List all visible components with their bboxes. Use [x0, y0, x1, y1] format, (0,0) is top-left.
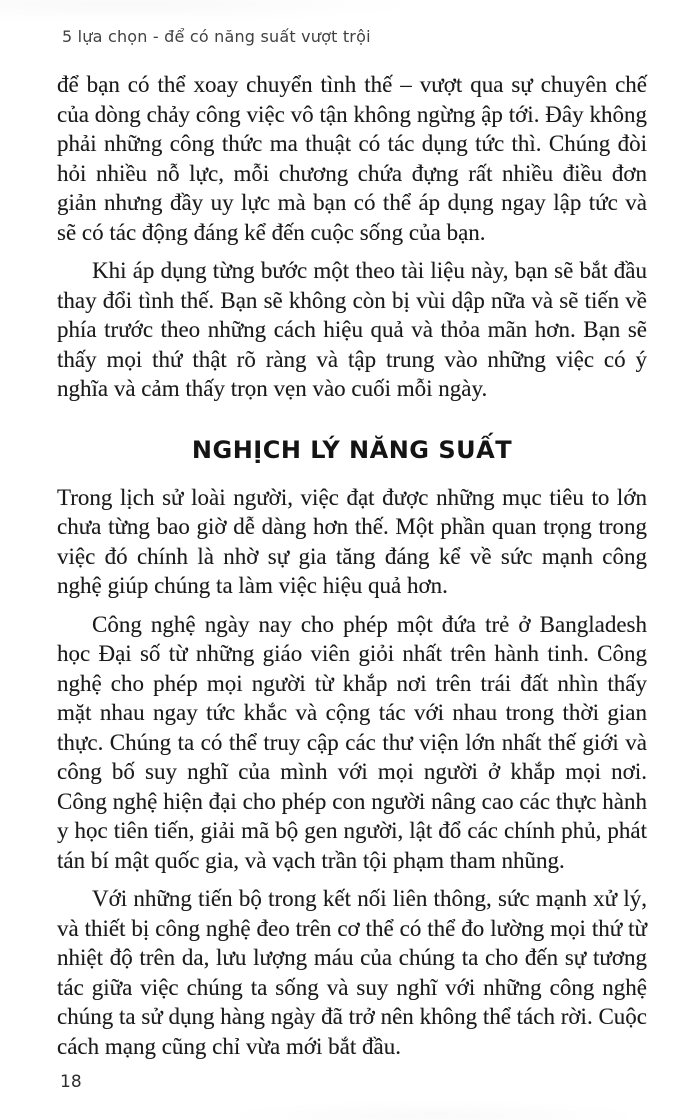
paragraph-section-1: Trong lịch sử loài người, việc đạt được những mục tiêu to lớn chưa từng bao giờ dễ dàng hơn thế. Một phần quan trọng trong việc đó chính là nhờ sự gia tăng đáng kể về sức mạnh công nghệ giúp chúng ta làm việc hiệu quả hơn. — [57, 484, 647, 598]
paragraph-intro-2: Khi áp dụng từng bước một theo tài liệu này, bạn sẽ bắt đầu thay đổi tình thế. Bạn sẽ không còn bị vùi dập nữa và sẽ tiến về phía trước theo những cách hiệu quả và thỏa mãn hơn. Bạn sẽ thấy mọi thứ thật rõ ràng và tập trung vào những việc có ý nghĩa và cảm thấy trọn vẹn vào cuối mỗi ngày. — [57, 258, 647, 401]
paragraph-section-3: Với những tiến bộ trong kết nối liên thông, sức mạnh xử lý, và thiết bị công nghệ đeo trên cơ thể có thể đo lường mọi thứ từ nhiệt độ trên da, lưu lượng máu của chúng ta cho đến sự tương tác giữa việc chúng ta sống và suy nghĩ với những công nghệ chúng ta sử dụng hàng ngày đã trở nên không thể tách rời. Cuộc cách mạng cũng chỉ vừa mới bắt đầu. — [57, 886, 647, 1059]
page-content — [57, 70, 647, 1070]
running-header: 5 lựa chọn - để có năng suất vượt trội — [62, 27, 371, 46]
paragraph-intro-1: để bạn có thể xoay chuyển tình thế – vượt qua sự chuyên chế của dòng chảy công việc vô tận không ngừng ập tới. Đây không phải những công thức ma thuật có tác dụng tức thì. Chúng đòi hỏi nhiều nỗ lực, mỗi chương chứa đựng rất nhiều điều đơn giản nhưng đầy uy lực mà bạn có thể áp dụng ngay lập tức và sẽ có tác động đáng kể đến cuộc sống của bạn. — [57, 72, 647, 245]
paragraph-section-2: Công nghệ ngày nay cho phép một đứa trẻ ở Bangladesh học Đại số từ những giáo viên giỏi nhất trên hành tinh. Công nghệ cho phép mọi người từ khắp nơi trên trái đất nhìn thấy mặt nhau ngay tức khắc và cộng tác với nhau trong thời gian thực. Chúng ta có thể truy cập các thư viện lớn nhất thế giới và công bố suy nghĩ của mình với mọi người ở khắp mọi nơi. Công nghệ hiện đại cho phép con người nâng cao các thực hành y học tiên tiến, giải mã bộ gen người, lật đổ các chính phủ, phát tán bí mật quốc gia, và vạch trần tội phạm tham nhũng. — [57, 611, 647, 873]
page-number: 18 — [60, 1072, 82, 1092]
section-heading: NGHỊCH LÝ NĂNG SUẤT — [191, 435, 513, 464]
